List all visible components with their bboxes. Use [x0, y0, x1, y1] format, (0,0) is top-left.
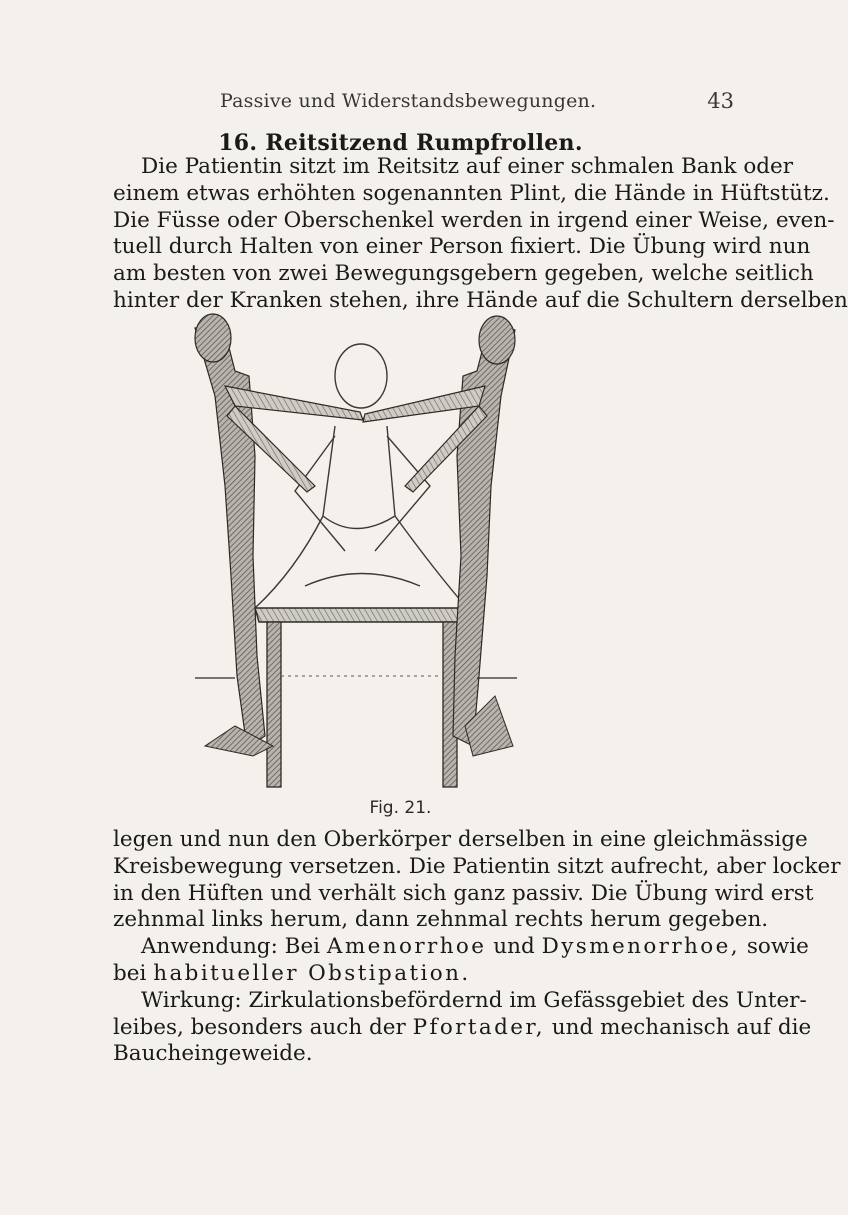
text-line: tuell durch Halten von einer Person fixiert. Die Übung wird nun: [113, 234, 811, 260]
text-line: legen und nun den Oberkörper derselben in eine gleichmässige: [113, 827, 808, 852]
anwendung-line: [113, 934, 809, 961]
patient-figure: [255, 344, 467, 608]
wirkung-line: [113, 987, 807, 1015]
paragraph-continuation: [113, 827, 841, 1068]
term-pfortader: Pfortader,: [412, 1014, 545, 1040]
text-fragment: und mechanisch auf die: [551, 1014, 812, 1040]
wirkung-line-2: [113, 1014, 812, 1042]
text-line: hinter der Kranken stehen, ihre Hände auf die Schultern derselben: [113, 287, 848, 313]
right-helper-figure: [363, 316, 515, 756]
term-obstipation: habitueller Obstipation.: [153, 960, 471, 986]
text-fragment: bei: [113, 960, 147, 986]
text-fragment: Bei: [284, 934, 321, 960]
figure-illustration: [195, 316, 525, 794]
text-line: Die Patientin sitzt im Reitsitz auf einer schmalen Bank oder: [141, 154, 794, 179]
text-line: Die Füsse oder Oberschenkel werden in irgend einer Weise, even-: [113, 207, 835, 233]
text-line: einem etwas erhöhten sogenannten Plint, die Hände in Hüftstütz.: [113, 180, 830, 206]
running-head-title: Passive und Widerstandsbewegungen.: [220, 90, 597, 112]
text-fragment: Zirkulationsbefördernd im Gefässgebiet des Unter-: [248, 987, 807, 1013]
text-line: Kreisbewegung versetzen. Die Patientin sitzt aufrecht, aber locker: [113, 853, 841, 879]
text-fragment: und: [493, 934, 535, 960]
bench: [255, 608, 467, 787]
text-line: zehnmal links herum, dann zehnmal rechts herum gegeben.: [113, 907, 769, 933]
figure-caption: Fig. 21.: [369, 798, 432, 818]
wirkung-label: Wirkung:: [141, 987, 242, 1013]
section-title: 16. Reitsitzend Rumpfrollen.: [218, 130, 583, 156]
text-fragment: leibes, besonders auch der: [113, 1014, 406, 1040]
term-dysmenorrhoe: Dysmenorrhoe,: [541, 934, 740, 960]
page-number: 43: [707, 89, 734, 113]
text-fragment: sowie: [746, 934, 809, 960]
anwendung-line-2: [113, 961, 697, 988]
text-line: in den Hüften und verhält sich ganz passiv. Die Übung wird erst: [113, 880, 814, 906]
paragraph-intro: [113, 154, 848, 315]
anwendung-label: Anwendung:: [141, 934, 278, 960]
running-head: [100, 90, 740, 116]
wirkung-line-3: Baucheingeweide.: [113, 1041, 313, 1067]
term-amenorrhoe: Amenorrhoe: [326, 934, 487, 960]
text-line: am besten von zwei Bewegungsgebern gegeben, welche seitlich: [113, 261, 814, 287]
